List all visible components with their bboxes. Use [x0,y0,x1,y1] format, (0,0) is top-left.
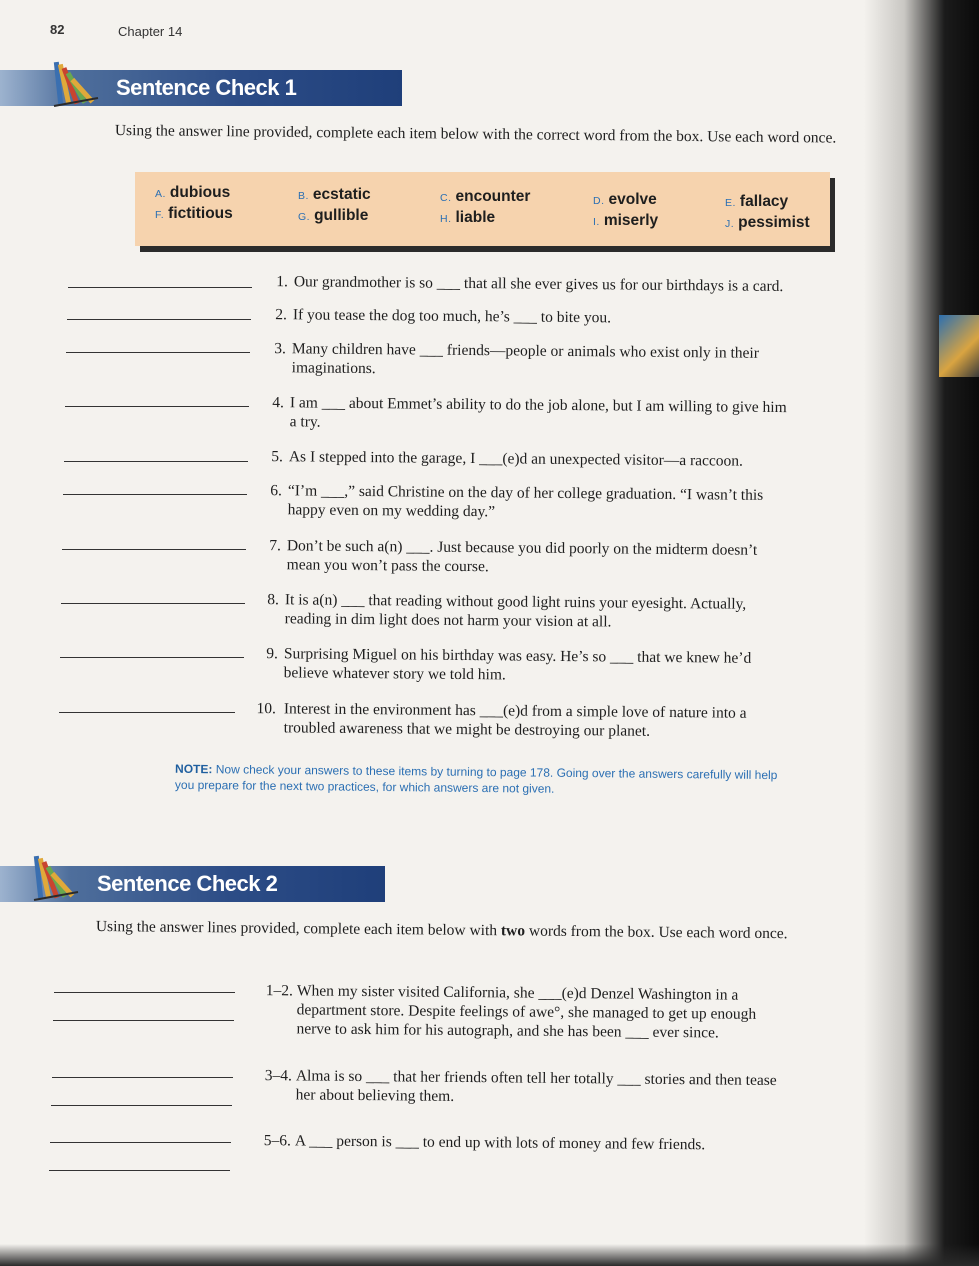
answer-line-8[interactable] [61,603,245,604]
item-7: 7. Don’t be such a(n) ___. Just because you did poorly on the midterm doesn’t mean you won’t pass the course. [269,537,758,576]
word-i: I. miserly [593,212,659,229]
answer-line-5[interactable] [64,461,248,462]
answer-line-1[interactable] [68,287,252,288]
books-icon [50,58,102,110]
item-5: 5. As I stepped into the garage, I ___(e)d an unexpected visitor—a raccoon. [271,448,744,470]
word-box [135,172,830,246]
answer-line-10[interactable] [59,712,235,713]
word-g: G. gullible [298,207,369,224]
answer-line-3[interactable] [66,352,250,353]
section1-title: Sentence Check 1 [116,75,297,100]
answer-line-6[interactable] [49,1170,230,1171]
item-1-2: 1–2. When my sister visited California, she ___(e)d Denzel Washington in a department store. Despite feelings of awe°, she managed to get up enough nerve to ask him for his autograph, and she has been ___ ever since. [265,982,757,1042]
item-9: 9. Surprising Miguel on his birthday was easy. He’s so ___ that we knew he’d believe whatever story we told him. [266,645,752,684]
word-e: E. fallacy [725,193,789,210]
word-j: J. pessimist [725,214,810,231]
page-bottom-shadow [0,1244,979,1266]
section2-instruction: Using the answer lines provided, complete each item below with two words from the box. Use each word once. [95,918,788,943]
answer-line-1[interactable] [54,992,235,993]
item-6: 6. “I’m ___,” said Christine on the day of her college graduation. “I wasn’t this happy even on my wedding day.” [270,482,764,521]
word-f: F. fictitious [155,205,233,222]
answer-line-7[interactable] [62,549,246,550]
answer-line-9[interactable] [60,657,244,658]
word-a: A. dubious [155,184,231,201]
word-c: C. encounter [440,188,531,205]
item-10: 10. Interest in the environment has ___(e)d from a simple love of nature into a troubled awareness that we might be destroying our planet. [256,700,747,740]
chapter-label: Chapter 14 [118,24,183,39]
answer-line-2[interactable] [67,319,251,320]
answer-line-5[interactable] [50,1142,231,1143]
books-icon [30,852,82,904]
word-h: H. liable [440,209,496,226]
section1-instruction: Using the answer line provided, complete each item below with the correct word from the box. Use each word once. [114,122,837,147]
note-text: Now check your answers to these items by turning to page 178. Going over the answers carefully will help you prepare for the next two practices, for which answers are not given. [174,762,778,796]
page-gutter-shadow [864,0,979,1266]
answer-line-6[interactable] [63,494,247,495]
item-3: 3. Many children have ___ friends—people or animals who exist only in their imaginations. [274,340,760,378]
page-number: 82 [50,22,65,37]
next-page-tab [939,315,979,377]
item-4: 4. I am ___ about Emmet’s ability to do the job alone, but I am willing to give him a try. [272,394,787,431]
answer-line-2[interactable] [53,1020,234,1021]
item-2: 2. If you tease the dog too much, he’s ___ to bite you. [275,306,612,327]
answer-line-4[interactable] [65,406,249,407]
answer-line-4[interactable] [51,1105,232,1106]
item-5-6: 5–6. A ___ person is ___ to end up with lots of money and few friends. [263,1132,706,1154]
item-8: 8. It is a(n) ___ that reading without good light ruins your eyesight. Actually, reading in dim light does not harm your vision at all. [267,591,747,631]
answer-line-3[interactable] [52,1077,233,1078]
note-label: NOTE: [175,761,213,777]
word-d: D. evolve [593,191,657,208]
word-b: B. ecstatic [298,186,371,203]
note [175,761,785,799]
section2-title: Sentence Check 2 [97,871,278,896]
item-3-4: 3–4. Alma is so ___ that her friends often tell her totally ___ stories and then tease her about believing them. [264,1067,777,1105]
item-1: 1. Our grandmother is so ___ that all she ever gives us for our birthdays is a card. [276,273,784,296]
